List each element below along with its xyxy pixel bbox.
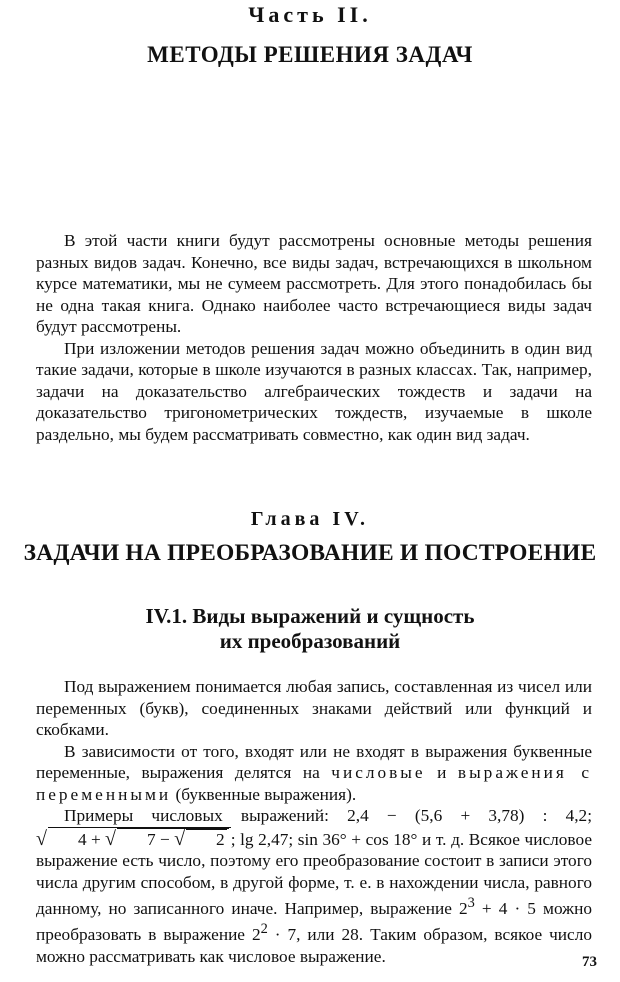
section-title-line-1: IV.1. Виды выражений и сущность (145, 604, 475, 628)
sqrt-mid-term: 7 − (147, 829, 170, 849)
p3-end: · 7, или 28. Таким образом, всякое число можно рассматривать как числовое выражение. (36, 925, 592, 966)
body-text (36, 676, 592, 967)
page-number: 73 (582, 954, 597, 970)
section-title (0, 604, 620, 654)
section-title-line-2: их преобразований (219, 629, 401, 653)
nested-root-expression (36, 827, 231, 850)
intro-paragraph-1: В этой части книги будут рассмотрены основные методы решения разных видов задач. Конечно, все виды задач, встречающихся в школьном курсе математики, мы не сумеем рассмотреть. Для этого понадобилась бы не одна такая книга. Однако наиболее часто встречающиеся виды задач будут рассмотрены. (36, 231, 592, 336)
expression-1-rest: + 4 · 5 можно преобразовать в выражение (36, 898, 592, 945)
sqrt-outer-term: 4 + (77, 829, 101, 849)
p2-end: (буквенные выражения). (175, 784, 357, 804)
p3-start: Примеры числовых выражений: 2,4 − (5,6 + 3,78) : 4,2; (64, 806, 592, 825)
sqrt-sign-icon: √ (36, 827, 47, 850)
intro-text (36, 230, 592, 445)
sqrt-inner-term: 2 (186, 829, 227, 849)
sqrt-sign-icon: √ (105, 827, 117, 850)
p3-rest: ; lg 2,47; sin 36° + cos 18° и т. д. Всякое числовое выражение есть число, поэтому его преобразование состоит в записи этого числа другим способом, в другой форме, т. е. в нахождении числа, равного данному, но записанного иначе. Например, выражение (36, 829, 592, 918)
body-paragraph-2 (36, 741, 592, 806)
p2-start: В зависимости от того, входят или не входят в выражения буквенные переменные, выражения делятся на (36, 741, 592, 782)
p2-and: и (437, 763, 447, 782)
expression-2: $2^2$ (251, 921, 268, 945)
body-paragraph-3 (36, 805, 592, 967)
part-label: Часть II. (248, 2, 372, 27)
sqrt-sign-icon: √ (174, 827, 186, 850)
body-paragraph-1: Под выражением понимается любая запись, составленная из чисел или переменных (букв), соединенных знаками действий или функций и скобками. (36, 677, 592, 739)
term-variable: выражения с переменными (36, 763, 593, 804)
expression-1: $2^3$ (458, 895, 475, 918)
term-numeric: числовые (331, 763, 426, 782)
chapter-label: Глава IV. (250, 508, 370, 530)
part-title: МЕТОДЫ РЕШЕНИЯ ЗАДАЧ (147, 42, 473, 67)
intro-paragraph-2: При изложении методов решения задач можно объединить в один вид такие задачи, которые в школе изучаются в разных классах. Так, например, задачи на доказательство алгебраических тождеств и задачи на доказательство тригонометрических тождеств, изучаемые в школе раздельно, мы будем рассматривать совместно, как один вид задач. (36, 338, 592, 444)
chapter-title: ЗАДАЧИ НА ПРЕОБРАЗОВАНИЕ И ПОСТРОЕНИЕ (23, 540, 597, 566)
